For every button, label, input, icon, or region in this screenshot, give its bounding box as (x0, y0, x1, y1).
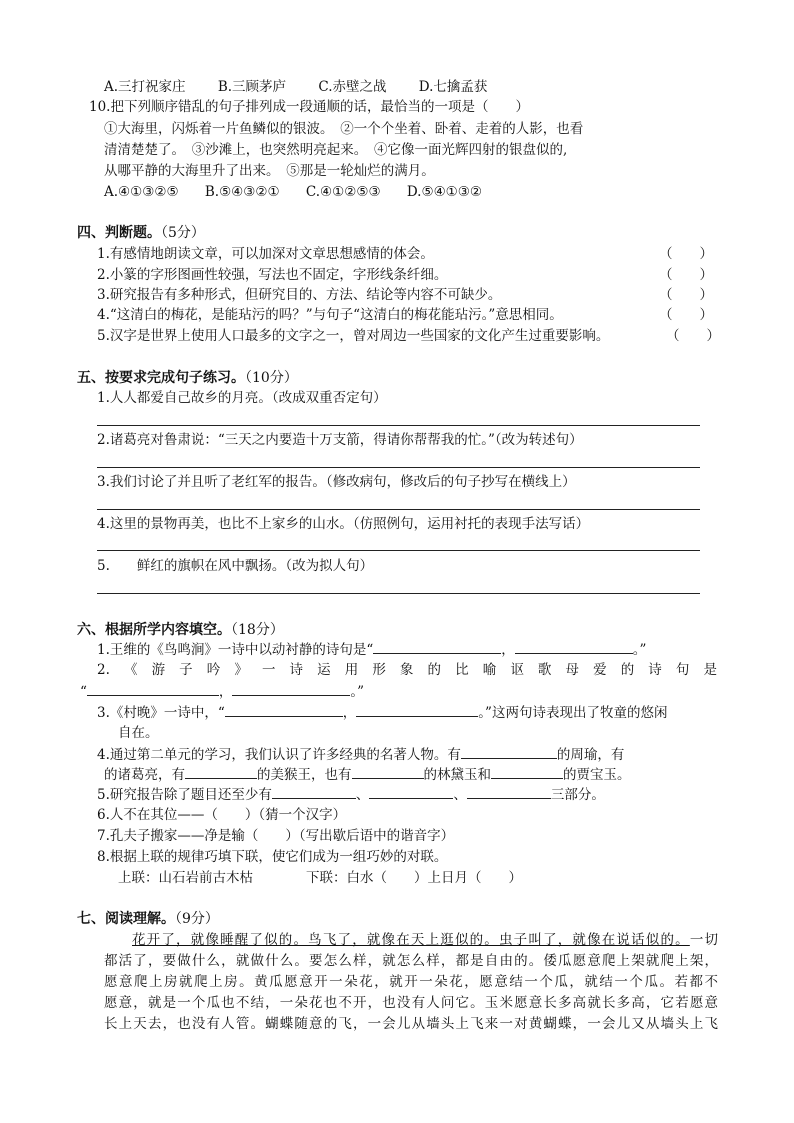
comma: ， (218, 684, 233, 700)
judge-answer-2[interactable]: （ ） (659, 267, 713, 283)
reading-line-1 (104, 931, 718, 949)
judge-item-5: 5.汉字是世界上使用人口最多的文字之一，曾对周边一些国家的文化产生过重要影响。 (97, 328, 610, 344)
couplet-upper: 上联：山石岩前古木枯 (118, 870, 253, 886)
q10-options (104, 183, 482, 201)
fill-item-2-line-2 (80, 682, 364, 701)
reading-line-5: 长上天去，也没有人管。蝴蝶随意的飞，一会儿从墙头上飞来一对黄蝴蝶，一会儿又从墙头上飞 (104, 1016, 718, 1032)
q10-line-2: 清清楚楚了。 ③沙滩上，也突然明亮起来。 ④它像一面光辉四射的银盘似的, (104, 142, 568, 158)
answer-line-2[interactable] (97, 467, 700, 468)
reading-line-3: 愿意爬上房就爬上房。黄瓜愿意开一朵花，就开一朵花，愿意结一个瓜，就结一个瓜。若都不 (104, 974, 718, 990)
section-7-points: （9分） (175, 911, 219, 927)
reading-underlined-text: 花开了，就像睡醒了似的。鸟飞了，就像在天上逛似的。虫子叫了，就像在说话似的。 (132, 932, 690, 948)
fill-item-4-text: 的林黛玉和 (423, 767, 491, 783)
section-7-title: 七、阅读理解。 (77, 911, 175, 927)
judge-item-2: 2.小篆的字形图画性较强，写法也不固定，字形线条纤细。 (97, 267, 448, 283)
answer-line-1[interactable] (97, 425, 700, 426)
judge-item-4: 4.“这清白的梅花，是能玷污的吗？”与句子“这清白的梅花能玷污。”意思相同。 (97, 307, 563, 323)
separator: 、 (355, 787, 370, 803)
fill-item-7: 7.孔夫子搬家——净是输（ ）（写出歇后语中的谐音字） (97, 828, 455, 844)
fill-blank[interactable] (356, 703, 478, 717)
section-4-title: 四、判断题。 (77, 225, 161, 241)
judge-answer-1[interactable]: （ ） (659, 246, 713, 262)
section-5-heading (77, 369, 298, 387)
fill-item-5 (97, 785, 605, 804)
fill-item-1-text: 1.王维的《鸟鸣涧》一诗中以动衬静的诗句是“ (97, 642, 374, 658)
fill-item-2-line-1: 2.《游子吟》一诗运用形象的比喻讴歌母爱的诗句是 (97, 662, 717, 678)
answer-line-5[interactable] (97, 593, 700, 594)
q10-option-c: C.④①②⑤③ (305, 184, 381, 200)
fill-item-3-line-2: 自在。 (118, 725, 159, 741)
reading-line-4: 愿意，就是一个瓜也不结，一朵花也不开，也没有人问它。玉米愿意长多高就长多高，它若愿意 (104, 995, 718, 1011)
section-6-title: 六、根据所学内容填空。 (77, 622, 231, 638)
q9-option-a: A.三打祝家庄 (104, 79, 186, 95)
fill-item-1 (97, 640, 646, 659)
fill-blank[interactable] (515, 640, 633, 654)
sentence-item-5: 5. 鲜红的旗帜在风中飘扬。（改为拟人句） (97, 558, 374, 574)
comma: ， (342, 705, 357, 721)
couplet-lower[interactable]: 下联：白水（ ）上日月（ ） (306, 870, 522, 886)
fill-blank[interactable] (232, 682, 350, 696)
fill-item-4-line-1 (97, 745, 624, 764)
quote-end: 。” (350, 684, 365, 700)
judge-item-1: 1.有感情地朗读文章，可以加深对文章思想感情的体会。 (97, 246, 434, 262)
fill-item-3-tail: 。”这两句诗表现出了牧童的悠闲 (478, 705, 668, 721)
fill-blank[interactable] (185, 765, 257, 779)
fill-blank[interactable] (369, 785, 453, 799)
q10-line-1: ①大海里，闪烁着一片鱼鳞似的银波。 ②一个个坐着、卧着、走着的人影，也看 (104, 121, 584, 137)
fill-item-4-text: 的诸葛亮，有 (104, 767, 185, 783)
answer-line-3[interactable] (97, 509, 700, 510)
q10-option-b: B.⑤④③②① (204, 184, 280, 200)
fill-item-4-text: 的周瑜，有 (556, 747, 625, 763)
section-5-title: 五、按要求完成句子练习。 (77, 370, 245, 386)
sentence-item-1: 1.人人都爱自己故乡的月亮。（改成双重否定句） (97, 390, 387, 406)
q9-option-c: C.赤壁之战 (318, 79, 387, 95)
section-6-heading (77, 621, 284, 639)
section-4-points: （5分） (161, 225, 205, 241)
fill-blank[interactable] (87, 682, 219, 696)
fill-item-6: 6.人不在其位——（ ）（猜一个汉字） (97, 807, 347, 823)
section-6-points: （18分） (231, 622, 284, 638)
judge-item-3: 3.研究报告有多种形式，但研究目的、方法、结论等内容不可缺少。 (97, 287, 502, 303)
quote-end: 。” (632, 642, 647, 658)
q9-options (104, 78, 487, 96)
fill-item-4-text: 的美猴王，也有 (257, 767, 352, 783)
q10-stem: 10.把下列顺序错乱的句子排列成一段通顺的话，最恰当的一项是（ ） (89, 99, 529, 115)
fill-blank[interactable] (373, 640, 501, 654)
section-4-heading (77, 224, 205, 242)
section-5-points: （10分） (245, 370, 298, 386)
sentence-item-2: 2.诸葛亮对鲁肃说：“三天之内要造十万支箭，得请你帮帮我的忙。”（改为转述句） (97, 432, 583, 448)
fill-item-5-text: 5.研究报告除了题目还至少有 (97, 787, 272, 803)
judge-answer-3[interactable]: （ ） (659, 287, 713, 303)
comma: ， (501, 642, 515, 658)
q9-option-d: D.七擒孟获 (418, 79, 488, 95)
answer-line-4[interactable] (97, 550, 700, 551)
q10-option-d: D.⑤④①③② (406, 184, 482, 200)
fill-item-4-line-2 (104, 765, 631, 784)
fill-item-4-text: 的贾宝玉。 (563, 767, 631, 783)
judge-answer-4[interactable]: （ ） (659, 307, 713, 323)
q9-option-b: B.三顾茅庐 (217, 79, 287, 95)
fill-blank[interactable] (225, 703, 343, 717)
fill-blank[interactable] (461, 745, 557, 759)
fill-item-3-text: 3.《村晚》一诗中，“ (97, 705, 225, 721)
fill-item-3 (97, 703, 667, 722)
separator: 、 (453, 787, 467, 803)
q10-option-a: A.④①③②⑤ (104, 184, 179, 200)
quote-open: “ (80, 684, 87, 700)
fill-blank[interactable] (352, 765, 424, 779)
fill-item-8: 8.根据上联的规律巧填下联，使它们成为一组巧妙的对联。 (97, 849, 448, 865)
fill-blank[interactable] (467, 785, 551, 799)
fill-item-4-text: 4.通过第二单元的学习，我们认识了许多经典的名著人物。有 (97, 747, 461, 763)
reading-line-1-end: 一切 (689, 932, 719, 948)
q10-line-3: 从哪平静的大海里升了出来。 ⑤那是一轮灿烂的满月。 (104, 163, 435, 179)
fill-blank[interactable] (272, 785, 356, 799)
sentence-item-4: 4.这里的景物再美，也比不上家乡的山水。（仿照例句，运用衬托的表现手法写话） (97, 516, 590, 532)
judge-answer-5[interactable]: （ ） (666, 328, 720, 344)
sentence-item-3: 3.我们讨论了并且听了老红军的报告。（修改病句，修改后的句子抄写在横线上） (97, 474, 576, 490)
fill-item-5-tail: 三部分。 (550, 787, 605, 803)
reading-line-2: 都活了，要做什么，就做什么。要怎么样，就怎么样，都是自由的。倭瓜愿意爬上架就爬上架， (104, 953, 718, 969)
fill-blank[interactable] (491, 765, 563, 779)
section-7-heading (77, 910, 219, 928)
